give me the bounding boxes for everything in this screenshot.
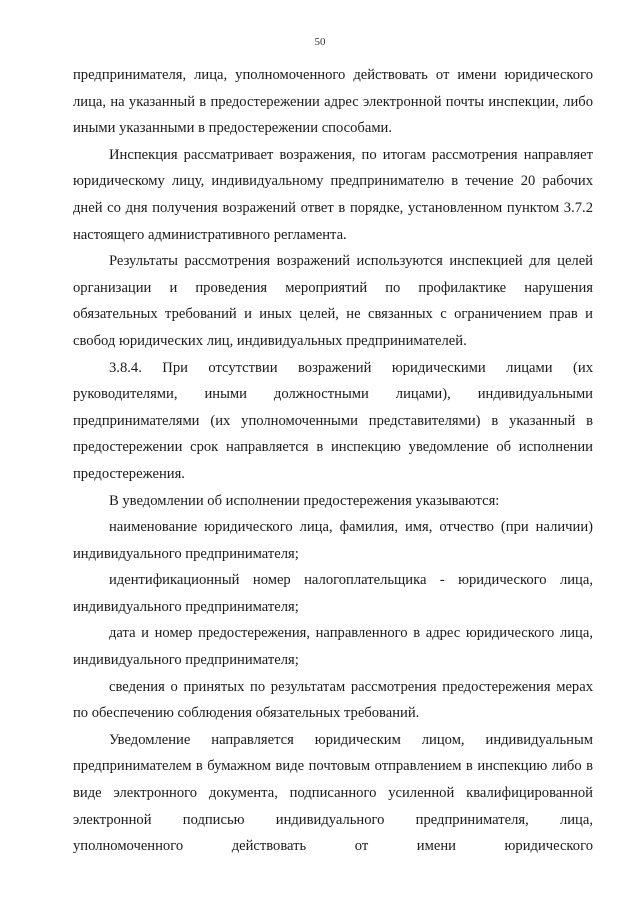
list-item-measures: сведения о принятых по результатам рассмотрения предостережения мерах по обеспечению соблюдения обязательных требований.: [73, 678, 593, 722]
list-item-date-number: дата и номер предостережения, направленного в адрес юридического лица, индивидуального предпринимателя;: [73, 625, 593, 669]
page-number: 50: [314, 36, 326, 48]
paragraph-notification-delivery: Уведомление направляется юридическим лицом, индивидуальным предпринимателем в бумажном виде почтовым отправлением в инспекцию либо в виде электронного документа, подписанного усиленной квалифицированной электронной подписью индивидуального предпринимателя, лица, уполномоченного действовать от имени юридического: [73, 731, 593, 855]
paragraph-notification-contents: В уведомлении об исполнении предостережения указываются:: [109, 492, 500, 509]
paragraph-clause-3-8-4: 3.8.4. При отсутствии возражений юридическими лицами (их руководителями, иными должностными лицами), индивидуальными предпринимателями (их уполномоченными представителями) в указанный в предостережении срок направляется в инспекцию уведомление об исполнении предостережения.: [73, 359, 593, 482]
paragraph-inspection-review: Инспекция рассматривает возражения, по итогам рассмотрения направляет юридическому лицу, индивидуальному предпринимателю в течение 20 рабочих дней со дня получения возражений ответ в порядке, установленном пунктом 3.7.2 настоящего административного регламента.: [73, 146, 593, 243]
list-item-inn: идентификационный номер налогоплательщика - юридического лица, индивидуального предпринимателя;: [73, 572, 593, 615]
paragraph-continuation: предпринимателя, лица, уполномоченного действовать от имени юридического лица, на указанный в предостережении адрес электронной почты инспекции, либо иными указанными в предостережении способами.: [73, 67, 593, 137]
document-body: [73, 62, 593, 860]
list-item-name: наименование юридического лица, фамилия, имя, отчество (при наличии) индивидуального предпринимателя;: [73, 519, 593, 562]
paragraph-review-results: Результаты рассмотрения возражений используются инспекцией для целей организации и проведения мероприятий по профилактике нарушения обязательных требований и иных целей, не связанных с ограничением прав и свобод юридических лиц, индивидуальных предпринимателей.: [73, 253, 593, 349]
